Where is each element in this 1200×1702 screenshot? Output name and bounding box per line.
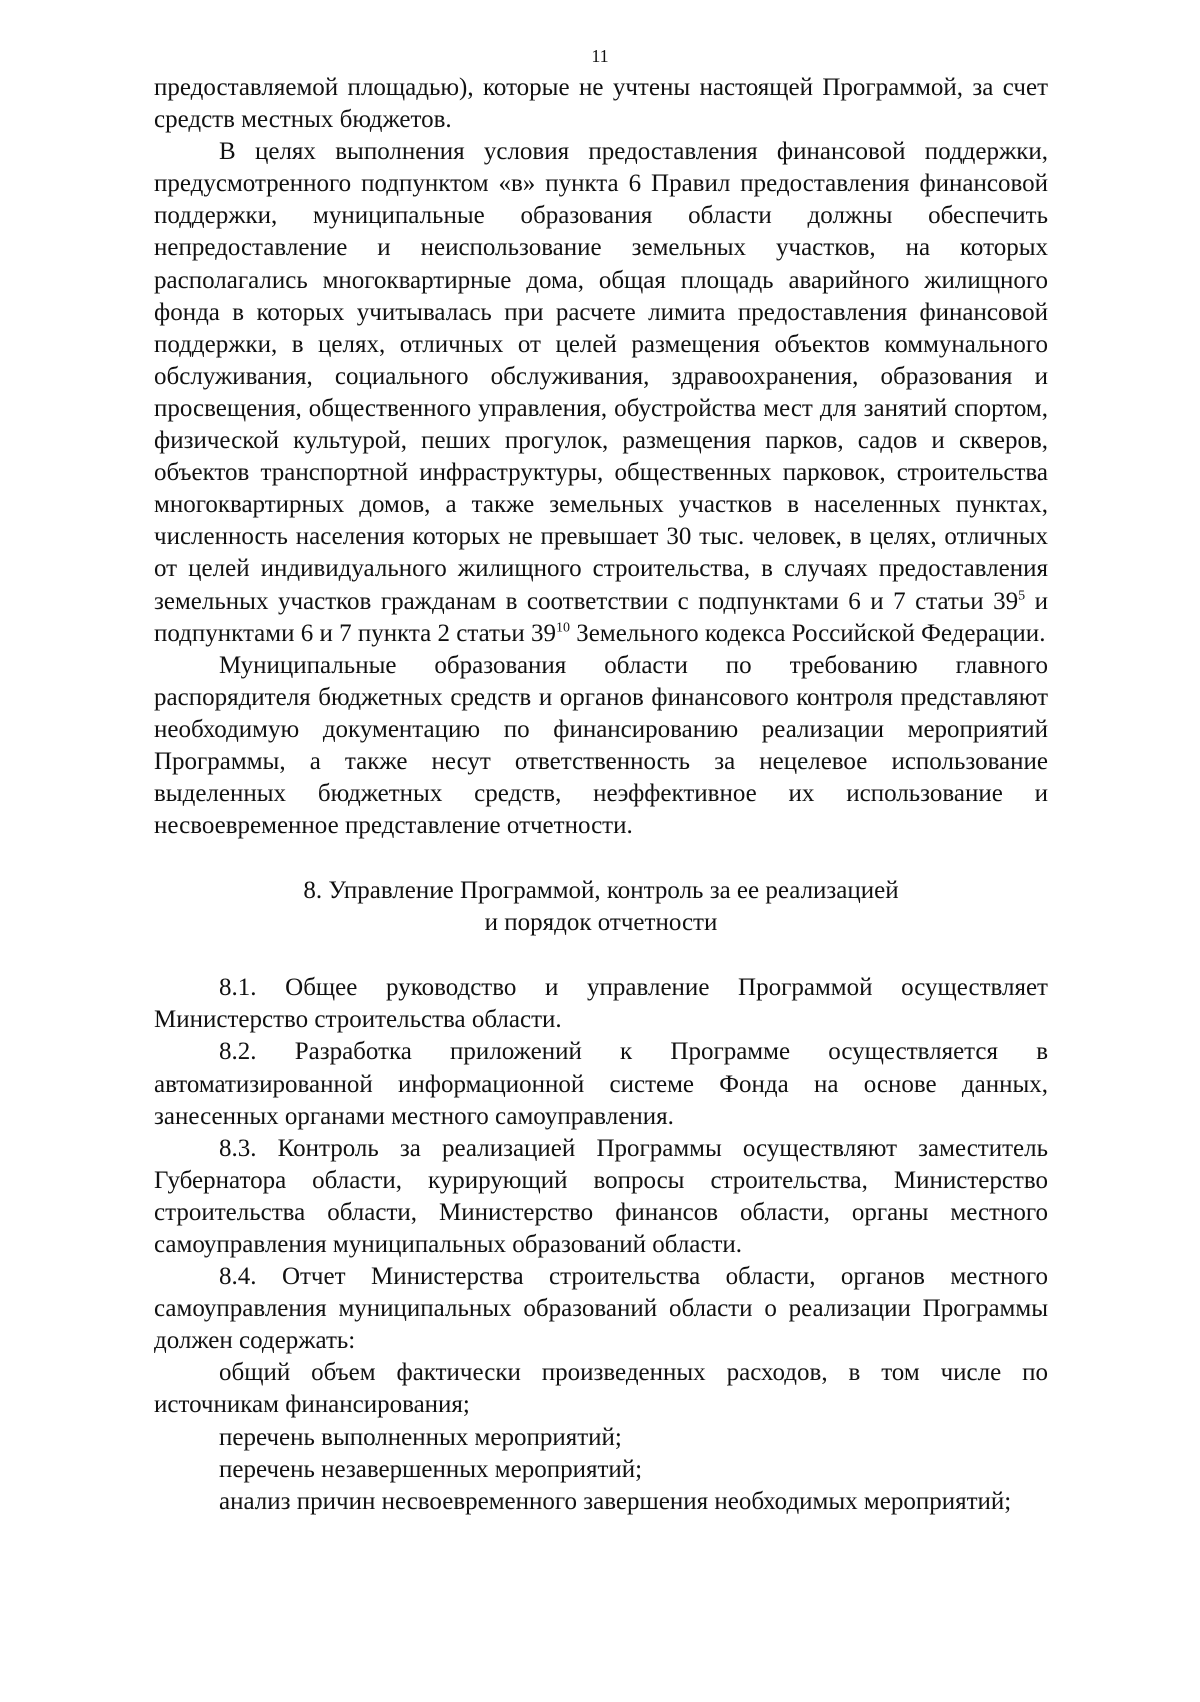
section-heading-line-1: 8. Управление Программой, контроль за ее реализацией	[303, 877, 899, 905]
paragraph-land-use-text-part-2: и подпунктами 6 и 7 пункта 2 статьи 39	[154, 587, 1048, 647]
paragraph-land-use-condition	[154, 136, 1048, 650]
paragraph-land-use-text-part-1: В целях выполнения условия предоставления финансовой поддержки, предусмотренного подпунктом «в» пункта 6 Правил предоставления финансовой поддержки, муниципальные образования области должны обеспечить непредоставление и неиспользование земельных участков, на которых располагались многоквартирные дома, общая площадь аварийного жилищного фонда в которых учитывалась при расчете лимита предоставления финансовой поддержки, в целях, отличных от целей размещения объектов коммунального обслуживания, социального обслуживания, здравоохранения, образования и просвещения, общественного управления, обустройства мест для занятий спортом, физической культурой, пеших прогулок, размещения парков, садов и скверов, объектов транспортной инфраструктуры, общественных парковок, строительства многоквартирных домов, а также земельных участков в населенных пунктах, численность населения которых не превышает 30 тыс. человек, в целях, отличных от целей индивидуального жилищного строительства, в случаях предоставления земельных участков гражданам в соответствии с подпунктами 6 и 7 статьи 39	[154, 138, 1048, 615]
section-item-8-4: 8.4. Отчет Министерства строительства области, органов местного самоуправления муниципальных образований области о реализации Программы должен содержать:	[154, 1263, 1048, 1355]
paragraph-land-use-text-part-3: Земельного кодекса Российской Федерации.	[570, 619, 1046, 647]
footnote-sup-5: 5	[1018, 588, 1026, 604]
footnote-sup-10: 10	[556, 620, 570, 636]
report-list-item: перечень выполненных мероприятий;	[219, 1423, 622, 1451]
document-body	[154, 72, 1048, 1518]
report-list-item: общий объем фактически произведенных расходов, в том числе по источникам финансирования;	[154, 1359, 1048, 1419]
page-number: 11	[591, 46, 609, 66]
section-heading	[154, 875, 1048, 939]
section-item-8-3: 8.3. Контроль за реализацией Программы осуществляют заместитель Губернатора области, курирующий вопросы строительства, Министерство строительства области, Министерство финансов области, органы местного самоуправления муниципальных образований области.	[154, 1134, 1048, 1258]
section-item-8-2: 8.2. Разработка приложений к Программе осуществляется в автоматизированной информационной системе Фонда на основе данных, занесенных органами местного самоуправления.	[154, 1038, 1048, 1130]
report-list-item: анализ причин несвоевременного завершения необходимых мероприятий;	[219, 1487, 1012, 1515]
section-heading-line-2: и порядок отчетности	[484, 909, 718, 937]
paragraph-continuation: предоставляемой площадью), которые не учтены настоящей Программой, за счет средств местных бюджетов.	[154, 74, 1048, 134]
paragraph-municipal-reporting: Муниципальные образования области по требованию главного распорядителя бюджетных средств и органов финансового контроля представляют необходимую документацию по финансированию реализации мероприятий Программы, а также несут ответственность за нецелевое использование выделенных бюджетных средств, неэффективное их использование и несвоевременное представление отчетности.	[154, 651, 1048, 840]
section-item-8-1: 8.1. Общее руководство и управление Программой осуществляет Министерство строительства области.	[154, 974, 1048, 1034]
report-list-item: перечень незавершенных мероприятий;	[219, 1455, 643, 1483]
